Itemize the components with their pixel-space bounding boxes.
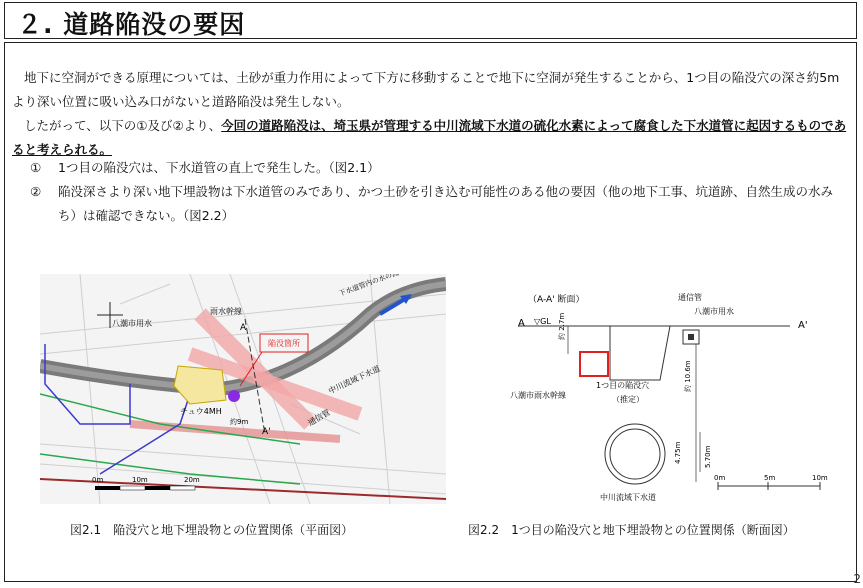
scale-10: 10m xyxy=(812,474,828,482)
label-chuu4: チュウ4MH xyxy=(180,407,222,416)
label-estimated: （推定） xyxy=(612,395,644,404)
paragraph-2-emphasis: 今回の道路陥没は、埼玉県が管理する中川流域下水道の硫化水素によって腐食した下水道管に起因するものであると考えられる。 xyxy=(12,118,847,157)
label-nakagawa-sewer: 中川流域下水道 xyxy=(327,363,382,396)
page-title: ２. 道路陥没の要因 xyxy=(17,10,246,39)
label-about9m: 約9m xyxy=(230,418,249,426)
label-a-right: A' xyxy=(798,320,808,331)
scale-5: 5m xyxy=(764,474,776,482)
label-gl: ▽GL xyxy=(534,317,551,326)
item-number: ② xyxy=(30,184,42,199)
label-d475: 4.75m xyxy=(674,441,682,464)
label-telecom: 通信管 xyxy=(306,407,332,428)
page-number: 2 xyxy=(853,572,861,586)
list-item-1 xyxy=(30,156,850,180)
figure-cross-section xyxy=(500,282,846,512)
scale-0: 0m xyxy=(92,476,104,484)
label-rain-main: 雨水幹線 xyxy=(210,307,242,316)
paragraph-2-lead: したがって、以下の①及び②より、 xyxy=(24,118,222,133)
label-section-a: A xyxy=(240,323,247,333)
label-section-title: （A-A' 断面） xyxy=(528,295,585,305)
plan-view-map xyxy=(40,274,446,504)
item-text: 陥没深さより深い地下埋設物は下水道管のみであり、かつ土砂を引き込む可能性のある他の要因（他の地下工事、坑道跡、自然生成の水みち）は確認できない。（図2.2） xyxy=(58,184,834,223)
label-a-left: A xyxy=(518,318,525,329)
label-depth-27: 約 2.7m xyxy=(558,312,566,340)
figure-2-2-caption: 図2.2 1つ目の陥没穴と地下埋設物との位置関係（断面図） xyxy=(468,523,795,537)
label-d570: 5.70m xyxy=(704,445,712,468)
list-item-2 xyxy=(30,180,850,228)
item-text: 1つ目の陥没穴は、下水道管の直上で発生した。（図2.1） xyxy=(58,160,380,175)
scale-0: 0m xyxy=(714,474,726,482)
title-bar xyxy=(4,2,857,39)
scale-10: 10m xyxy=(132,476,148,484)
figure-2-1-caption: 図2.1 陥没穴と地下埋設物との位置関係（平面図） xyxy=(70,523,354,537)
label-yashio-water: 八潮市用水 xyxy=(112,319,152,328)
label-depth-106: 約 10.6m xyxy=(684,360,692,392)
label-rain-main: 八潮市雨水幹線 xyxy=(510,391,566,400)
paragraph-1: 地下に空洞ができる原理については、土砂が重力作用によって下方に移動することで地下に空洞が発生することから、1つ目の陥没穴の深さ約5mより深い位置に吸い込み口がないと道路陥没は発生しない。 xyxy=(12,70,840,109)
scale-20: 20m xyxy=(184,476,200,484)
item-number: ① xyxy=(30,160,42,175)
paragraph-2 xyxy=(12,114,850,162)
label-section-a2: A' xyxy=(262,427,271,437)
label-yashio-water: 八潮市用水 xyxy=(694,307,734,316)
label-nakagawa: 中川流域下水道 xyxy=(600,493,656,502)
body-text xyxy=(12,66,850,162)
label-collapse-site: 陥没箇所 xyxy=(268,339,300,348)
label-telecom: 通信管 xyxy=(678,293,702,302)
figure-plan-view xyxy=(40,274,446,504)
cross-section-diagram xyxy=(500,282,846,512)
label-hole-1: 1つ目の陥没穴 xyxy=(596,381,650,390)
